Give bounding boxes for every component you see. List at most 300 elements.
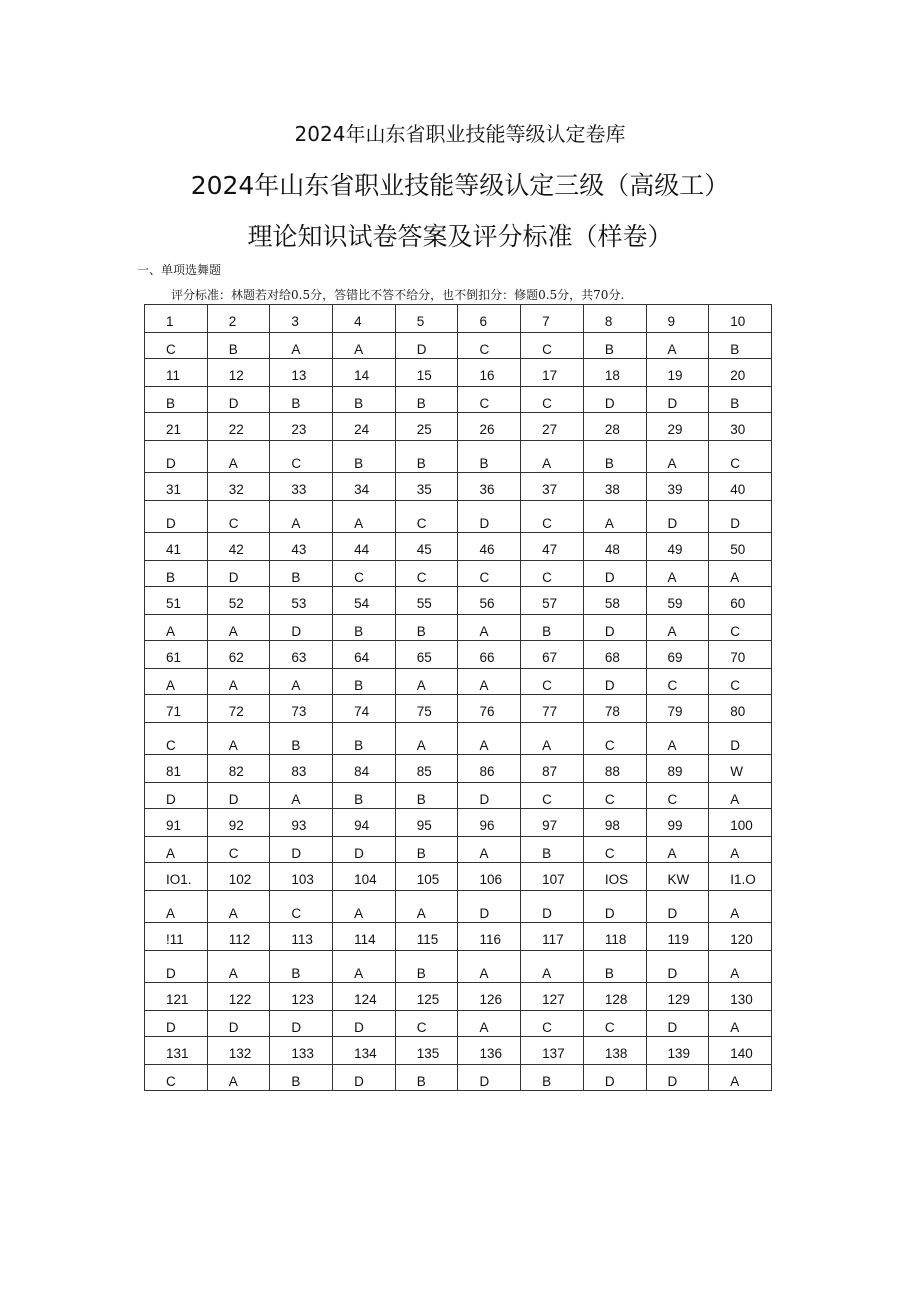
question-number-cell: 85 — [395, 755, 458, 783]
answer-cell: B — [270, 1065, 333, 1091]
question-number-cell: 33 — [270, 473, 333, 501]
answer-cell: D — [583, 561, 646, 587]
question-number-cell: 66 — [458, 641, 521, 669]
answer-row — [145, 441, 772, 473]
question-number-cell: 125 — [395, 983, 458, 1011]
answer-cell: C — [270, 441, 333, 473]
answer-cell: D — [583, 387, 646, 413]
answer-cell: D — [583, 891, 646, 923]
answer-row — [145, 333, 772, 359]
answer-cell: D — [207, 1011, 270, 1037]
question-number-row — [145, 695, 772, 723]
answer-cell: C — [521, 333, 584, 359]
question-number-cell: 3 — [270, 305, 333, 333]
answer-cell: B — [333, 441, 396, 473]
answer-cell: D — [270, 615, 333, 641]
question-number-cell: 44 — [333, 533, 396, 561]
answer-cell: D — [646, 1065, 709, 1091]
answer-cell: C — [583, 783, 646, 809]
question-number-row — [145, 305, 772, 333]
answer-cell: B — [395, 783, 458, 809]
question-number-row — [145, 641, 772, 669]
question-number-cell: 31 — [145, 473, 208, 501]
answer-cell: D — [145, 1011, 208, 1037]
question-number-cell: 69 — [646, 641, 709, 669]
answer-cell: D — [646, 891, 709, 923]
question-number-cell: 47 — [521, 533, 584, 561]
question-number-row — [145, 983, 772, 1011]
question-number-row — [145, 809, 772, 837]
answer-cell: B — [395, 1065, 458, 1091]
answer-cell: C — [521, 561, 584, 587]
answer-cell: D — [395, 333, 458, 359]
answer-cell: D — [145, 501, 208, 533]
question-number-cell: W — [709, 755, 772, 783]
question-number-cell: 27 — [521, 413, 584, 441]
question-number-row — [145, 1037, 772, 1065]
answer-cell: A — [145, 837, 208, 863]
answer-cell: B — [395, 951, 458, 983]
question-number-cell: 35 — [395, 473, 458, 501]
answer-cell: D — [583, 669, 646, 695]
question-number-cell: 5 — [395, 305, 458, 333]
question-number-cell: 95 — [395, 809, 458, 837]
answer-cell: A — [333, 951, 396, 983]
question-number-cell: 115 — [395, 923, 458, 951]
answer-cell: A — [458, 1011, 521, 1037]
question-number-cell: 49 — [646, 533, 709, 561]
question-number-cell: 56 — [458, 587, 521, 615]
question-number-cell: 62 — [207, 641, 270, 669]
answer-cell: D — [458, 1065, 521, 1091]
question-number-cell: 74 — [333, 695, 396, 723]
answer-cell: D — [646, 501, 709, 533]
question-number-cell: 116 — [458, 923, 521, 951]
question-number-cell: 11 — [145, 359, 208, 387]
answer-cell: A — [521, 951, 584, 983]
question-number-row — [145, 863, 772, 891]
scoring-standard-note: 评分标准：林题若对给0.5分，答错比不答不给分，也不倒扣分：修题0.5分，共70分. — [171, 288, 625, 302]
question-number-cell: 53 — [270, 587, 333, 615]
question-number-cell: 124 — [333, 983, 396, 1011]
question-number-cell: 107 — [521, 863, 584, 891]
answer-cell: B — [521, 837, 584, 863]
answer-cell: D — [270, 837, 333, 863]
answer-cell: B — [395, 615, 458, 641]
answer-cell: A — [333, 333, 396, 359]
question-number-row — [145, 923, 772, 951]
answer-cell: A — [207, 951, 270, 983]
answer-cell: A — [207, 615, 270, 641]
question-number-cell: 10 — [709, 305, 772, 333]
question-number-cell: 130 — [709, 983, 772, 1011]
question-number-cell: 22 — [207, 413, 270, 441]
question-number-cell: 70 — [709, 641, 772, 669]
answer-cell: B — [145, 387, 208, 413]
question-number-cell: 129 — [646, 983, 709, 1011]
question-number-cell: 57 — [521, 587, 584, 615]
question-number-cell: 23 — [270, 413, 333, 441]
question-number-cell: 46 — [458, 533, 521, 561]
question-number-cell: 122 — [207, 983, 270, 1011]
answer-cell: C — [395, 1011, 458, 1037]
question-number-row — [145, 359, 772, 387]
question-number-cell: 80 — [709, 695, 772, 723]
answer-cell: D — [207, 783, 270, 809]
question-number-cell: 112 — [207, 923, 270, 951]
answer-cell: A — [207, 723, 270, 755]
question-number-cell: 48 — [583, 533, 646, 561]
document-subtitle: 2024年山东省职业技能等级认定三级（高级工） — [190, 171, 730, 200]
answer-cell: C — [270, 891, 333, 923]
question-number-cell: 64 — [333, 641, 396, 669]
question-number-cell: 14 — [333, 359, 396, 387]
answer-cell: A — [458, 723, 521, 755]
answer-cell: C — [207, 837, 270, 863]
document-subtitle-answers: 理论知识试卷答案及评分标准（样卷） — [247, 222, 673, 251]
answer-cell: B — [458, 441, 521, 473]
answer-cell: B — [333, 669, 396, 695]
answer-cell: D — [207, 387, 270, 413]
question-number-cell: 135 — [395, 1037, 458, 1065]
answer-cell: D — [646, 1011, 709, 1037]
answer-cell: A — [646, 837, 709, 863]
question-number-cell: 21 — [145, 413, 208, 441]
answer-cell: A — [333, 891, 396, 923]
question-number-cell: 37 — [521, 473, 584, 501]
answer-cell: C — [458, 387, 521, 413]
answer-row — [145, 387, 772, 413]
question-number-cell: 78 — [583, 695, 646, 723]
answer-cell: B — [270, 561, 333, 587]
answer-cell: A — [270, 783, 333, 809]
question-number-cell: 82 — [207, 755, 270, 783]
question-number-cell: 25 — [395, 413, 458, 441]
answer-cell: A — [521, 441, 584, 473]
question-number-cell: 63 — [270, 641, 333, 669]
answer-cell: C — [583, 723, 646, 755]
answer-row — [145, 615, 772, 641]
answer-cell: B — [270, 723, 333, 755]
answer-cell: A — [207, 1065, 270, 1091]
answer-cell: B — [583, 333, 646, 359]
answer-cell: A — [145, 891, 208, 923]
answer-cell: A — [458, 951, 521, 983]
question-number-cell: 137 — [521, 1037, 584, 1065]
answer-cell: D — [333, 1065, 396, 1091]
question-number-row — [145, 413, 772, 441]
question-number-row — [145, 473, 772, 501]
question-number-cell: 98 — [583, 809, 646, 837]
answer-cell: C — [583, 837, 646, 863]
answer-cell: B — [333, 723, 396, 755]
answer-cell: B — [709, 387, 772, 413]
question-number-cell: 106 — [458, 863, 521, 891]
question-number-cell: 123 — [270, 983, 333, 1011]
question-number-cell: 17 — [521, 359, 584, 387]
answer-row — [145, 837, 772, 863]
answer-cell: B — [270, 951, 333, 983]
answer-cell: A — [646, 723, 709, 755]
answer-cell: D — [709, 501, 772, 533]
answer-cell: C — [207, 501, 270, 533]
answer-cell: D — [145, 783, 208, 809]
question-number-cell: 4 — [333, 305, 396, 333]
question-number-cell: 97 — [521, 809, 584, 837]
answer-cell: A — [646, 333, 709, 359]
answer-table-body — [145, 305, 772, 1091]
question-number-cell: 77 — [521, 695, 584, 723]
question-number-cell: 73 — [270, 695, 333, 723]
question-number-cell: 71 — [145, 695, 208, 723]
answer-row — [145, 723, 772, 755]
question-number-cell: 30 — [709, 413, 772, 441]
question-number-cell: 9 — [646, 305, 709, 333]
answer-cell: A — [270, 333, 333, 359]
document-title: 2024年山东省职业技能等级认定卷库 — [294, 122, 626, 146]
question-number-cell: 119 — [646, 923, 709, 951]
answer-cell: A — [709, 1065, 772, 1091]
question-number-cell: 72 — [207, 695, 270, 723]
answer-row — [145, 951, 772, 983]
question-number-cell: 140 — [709, 1037, 772, 1065]
answer-cell: A — [709, 1011, 772, 1037]
answer-cell: A — [207, 891, 270, 923]
question-number-cell: 36 — [458, 473, 521, 501]
answer-row — [145, 783, 772, 809]
answer-cell: A — [458, 837, 521, 863]
question-number-cell: 2 — [207, 305, 270, 333]
answer-cell: C — [333, 561, 396, 587]
question-number-cell: 92 — [207, 809, 270, 837]
answer-cell: B — [395, 387, 458, 413]
answer-cell: D — [333, 837, 396, 863]
question-number-cell: 38 — [583, 473, 646, 501]
question-number-cell: 42 — [207, 533, 270, 561]
answer-cell: D — [583, 1065, 646, 1091]
question-number-cell: 15 — [395, 359, 458, 387]
answer-cell: A — [709, 891, 772, 923]
question-number-cell: 94 — [333, 809, 396, 837]
question-number-cell: 126 — [458, 983, 521, 1011]
question-number-cell: 114 — [333, 923, 396, 951]
answer-row — [145, 669, 772, 695]
question-number-cell: 54 — [333, 587, 396, 615]
answer-cell: C — [709, 441, 772, 473]
answer-cell: B — [207, 333, 270, 359]
answer-cell: C — [395, 561, 458, 587]
question-number-cell: 16 — [458, 359, 521, 387]
answer-cell: C — [395, 501, 458, 533]
question-number-cell: 59 — [646, 587, 709, 615]
question-number-cell: 60 — [709, 587, 772, 615]
answer-cell: C — [709, 615, 772, 641]
question-number-cell: IOS — [583, 863, 646, 891]
question-number-cell: 79 — [646, 695, 709, 723]
question-number-row — [145, 755, 772, 783]
question-number-row — [145, 533, 772, 561]
question-number-cell: 93 — [270, 809, 333, 837]
question-number-cell: 41 — [145, 533, 208, 561]
answer-cell: A — [646, 441, 709, 473]
answer-cell: C — [583, 1011, 646, 1037]
question-number-cell: IO1. — [145, 863, 208, 891]
answer-cell: C — [521, 387, 584, 413]
question-number-cell: 68 — [583, 641, 646, 669]
question-number-cell: 50 — [709, 533, 772, 561]
answer-cell: D — [646, 387, 709, 413]
question-number-cell: 40 — [709, 473, 772, 501]
question-number-cell: 75 — [395, 695, 458, 723]
question-number-cell: 102 — [207, 863, 270, 891]
question-number-cell: 52 — [207, 587, 270, 615]
question-number-row — [145, 587, 772, 615]
question-number-cell: 19 — [646, 359, 709, 387]
question-number-cell: 103 — [270, 863, 333, 891]
answer-cell: C — [646, 783, 709, 809]
question-number-cell: 96 — [458, 809, 521, 837]
answer-cell: A — [270, 501, 333, 533]
answer-cell: A — [333, 501, 396, 533]
question-number-cell: 138 — [583, 1037, 646, 1065]
question-number-cell: 104 — [333, 863, 396, 891]
answer-cell: B — [395, 441, 458, 473]
answer-cell: C — [145, 1065, 208, 1091]
answer-cell: C — [646, 669, 709, 695]
answer-cell: D — [646, 951, 709, 983]
question-number-cell: 58 — [583, 587, 646, 615]
answer-cell: A — [270, 669, 333, 695]
answer-cell: D — [458, 891, 521, 923]
answer-cell: A — [395, 723, 458, 755]
question-number-cell: 67 — [521, 641, 584, 669]
question-number-cell: 133 — [270, 1037, 333, 1065]
question-number-cell: 81 — [145, 755, 208, 783]
answer-row — [145, 891, 772, 923]
question-number-cell: 121 — [145, 983, 208, 1011]
answer-cell: A — [709, 783, 772, 809]
answer-row — [145, 561, 772, 587]
question-number-cell: 6 — [458, 305, 521, 333]
answer-row — [145, 1011, 772, 1037]
answer-cell: C — [458, 561, 521, 587]
answer-cell: D — [521, 891, 584, 923]
answer-cell: C — [709, 669, 772, 695]
question-number-cell: 34 — [333, 473, 396, 501]
answer-cell: D — [145, 951, 208, 983]
answer-cell: B — [333, 615, 396, 641]
answer-cell: A — [458, 669, 521, 695]
question-number-cell: 134 — [333, 1037, 396, 1065]
answer-cell: A — [583, 501, 646, 533]
answer-cell: C — [521, 501, 584, 533]
question-number-cell: 127 — [521, 983, 584, 1011]
question-number-cell: 12 — [207, 359, 270, 387]
answer-cell: A — [646, 561, 709, 587]
answer-cell: D — [145, 441, 208, 473]
answer-cell: D — [270, 1011, 333, 1037]
question-number-cell: 76 — [458, 695, 521, 723]
question-number-cell: 131 — [145, 1037, 208, 1065]
question-number-cell: 118 — [583, 923, 646, 951]
answer-cell: D — [458, 783, 521, 809]
question-number-cell: 83 — [270, 755, 333, 783]
question-number-cell: 86 — [458, 755, 521, 783]
question-number-cell: 132 — [207, 1037, 270, 1065]
answer-cell: D — [207, 561, 270, 587]
question-number-cell: 139 — [646, 1037, 709, 1065]
question-number-cell: 113 — [270, 923, 333, 951]
question-number-cell: 117 — [521, 923, 584, 951]
question-number-cell: 61 — [145, 641, 208, 669]
answer-cell: A — [395, 891, 458, 923]
question-number-cell: KW — [646, 863, 709, 891]
question-number-cell: 120 — [709, 923, 772, 951]
answer-cell: D — [333, 1011, 396, 1037]
answer-cell: B — [583, 951, 646, 983]
question-number-cell: 28 — [583, 413, 646, 441]
question-number-cell: 105 — [395, 863, 458, 891]
answer-table — [144, 304, 772, 1091]
question-number-cell: 51 — [145, 587, 208, 615]
answer-cell: B — [333, 387, 396, 413]
question-number-cell: 100 — [709, 809, 772, 837]
question-number-cell: 7 — [521, 305, 584, 333]
answer-cell: D — [709, 723, 772, 755]
answer-cell: A — [145, 615, 208, 641]
question-number-cell: 87 — [521, 755, 584, 783]
answer-cell: A — [145, 669, 208, 695]
answer-cell: D — [458, 501, 521, 533]
question-number-cell: 89 — [646, 755, 709, 783]
answer-cell: A — [207, 441, 270, 473]
answer-cell: A — [709, 561, 772, 587]
question-number-cell: 55 — [395, 587, 458, 615]
question-number-cell: 1 — [145, 305, 208, 333]
question-number-cell: 84 — [333, 755, 396, 783]
answer-cell: B — [583, 441, 646, 473]
question-number-cell: 24 — [333, 413, 396, 441]
answer-row — [145, 501, 772, 533]
question-number-cell: 128 — [583, 983, 646, 1011]
question-number-cell: 65 — [395, 641, 458, 669]
answer-cell: B — [270, 387, 333, 413]
answer-cell: A — [709, 837, 772, 863]
answer-cell: C — [521, 783, 584, 809]
question-number-cell: 91 — [145, 809, 208, 837]
answer-cell: B — [709, 333, 772, 359]
question-number-cell: 13 — [270, 359, 333, 387]
answer-cell: C — [145, 723, 208, 755]
answer-cell: C — [458, 333, 521, 359]
answer-cell: A — [709, 951, 772, 983]
question-number-cell: 88 — [583, 755, 646, 783]
question-number-cell: 8 — [583, 305, 646, 333]
answer-cell: B — [521, 1065, 584, 1091]
answer-cell: A — [521, 723, 584, 755]
question-number-cell: !11 — [145, 923, 208, 951]
section-heading: 一、单项选舞题 — [137, 263, 222, 277]
question-number-cell: 136 — [458, 1037, 521, 1065]
question-number-cell: 39 — [646, 473, 709, 501]
answer-cell: A — [395, 669, 458, 695]
answer-cell: D — [583, 615, 646, 641]
question-number-cell: 43 — [270, 533, 333, 561]
answer-cell: C — [521, 669, 584, 695]
question-number-cell: 18 — [583, 359, 646, 387]
question-number-cell: 29 — [646, 413, 709, 441]
question-number-cell: 26 — [458, 413, 521, 441]
